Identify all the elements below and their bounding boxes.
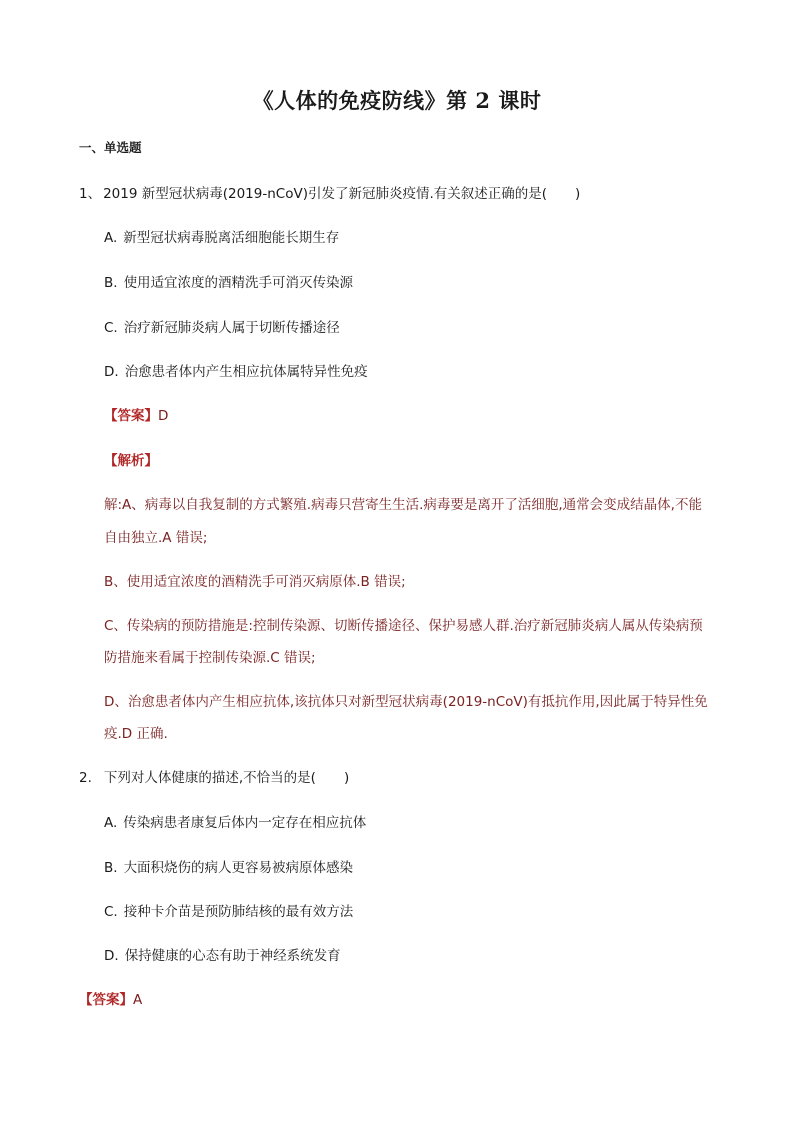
question-2-option-c	[104, 900, 353, 920]
option-letter: C.	[104, 320, 118, 336]
question-text: 下列对人体健康的描述,不恰当的是(	[103, 770, 316, 786]
option-letter: D.	[104, 364, 119, 380]
answer-value: A	[133, 992, 143, 1008]
option-text: 保持健康的心态有助于神经系统发育	[124, 948, 341, 964]
answer-label: 【答案】	[79, 992, 133, 1008]
closing-paren: )	[343, 770, 350, 786]
option-letter: A.	[104, 815, 118, 831]
analysis-line: C、传染病的预防措施是:控制传染源、切断传播途径、保护易感人群.治疗新冠肺炎病人属从传染病预	[104, 618, 703, 634]
option-text: 治疗新冠肺炎病人属于切断传播途径	[123, 320, 340, 336]
answer-value: D	[158, 408, 169, 424]
question-1-answer	[104, 404, 168, 424]
option-letter: A.	[104, 230, 118, 246]
option-text: 接种卡介苗是预防肺结核的最有效方法	[123, 904, 354, 920]
question-1-analysis-label	[104, 449, 158, 469]
option-text: 新型冠状病毒脱离活细胞能长期生存	[123, 230, 340, 246]
answer-blank	[316, 770, 343, 786]
analysis-line: 解:A、病毒以自我复制的方式繁殖.病毒只营寄生生活.病毒要是离开了活细胞,通常会变成结晶体,不能	[104, 497, 702, 513]
answer-blank	[547, 186, 574, 202]
analysis-line: B、使用适宜浓度的酒精洗手可消灭病原体.B 错误;	[104, 574, 406, 590]
analysis-line: 自由独立.A 错误;	[104, 530, 208, 546]
question-1-stem	[79, 182, 580, 202]
question-2-stem	[79, 766, 349, 786]
section-heading: 一、单选题	[79, 140, 142, 155]
answer-label: 【答案】	[104, 408, 158, 424]
page-title: 《人体的免疫防线》第 2 课时	[252, 88, 542, 113]
question-text: 2019 新型冠状病毒(2019-nCoV)引发了新冠肺炎疫情.有关叙述正确的是(	[103, 186, 548, 202]
question-number: 1、	[79, 186, 102, 202]
option-letter: C.	[104, 904, 118, 920]
question-2-option-a	[104, 811, 366, 831]
question-1-option-b	[104, 271, 353, 291]
analysis-line: 疫.D 正确.	[104, 726, 168, 742]
question-2-option-b	[104, 856, 353, 876]
question-2-answer	[79, 988, 142, 1008]
question-1-option-a	[104, 226, 339, 246]
question-1-option-c	[104, 316, 340, 336]
option-letter: D.	[104, 948, 119, 964]
option-text: 使用适宜浓度的酒精洗手可消灭传染源	[123, 275, 354, 291]
analysis-label: 【解析】	[104, 453, 158, 469]
option-letter: B.	[104, 275, 118, 291]
option-text: 治愈患者体内产生相应抗体属特异性免疫	[124, 364, 368, 380]
closing-paren: )	[575, 186, 581, 202]
question-number: 2.	[79, 770, 92, 786]
question-2-option-d	[104, 944, 341, 964]
option-text: 传染病患者康复后体内一定存在相应抗体	[123, 815, 367, 831]
option-letter: B.	[104, 860, 118, 876]
analysis-line: D、治愈患者体内产生相应抗体,该抗体只对新型冠状病毒(2019-nCoV)有抵抗作用,因此属于特异性免	[104, 694, 708, 710]
analysis-line: 防措施来看属于控制传染源.C 错误;	[104, 650, 316, 666]
option-text: 大面积烧伤的病人更容易被病原体感染	[123, 860, 354, 876]
question-1-option-d	[104, 360, 368, 380]
